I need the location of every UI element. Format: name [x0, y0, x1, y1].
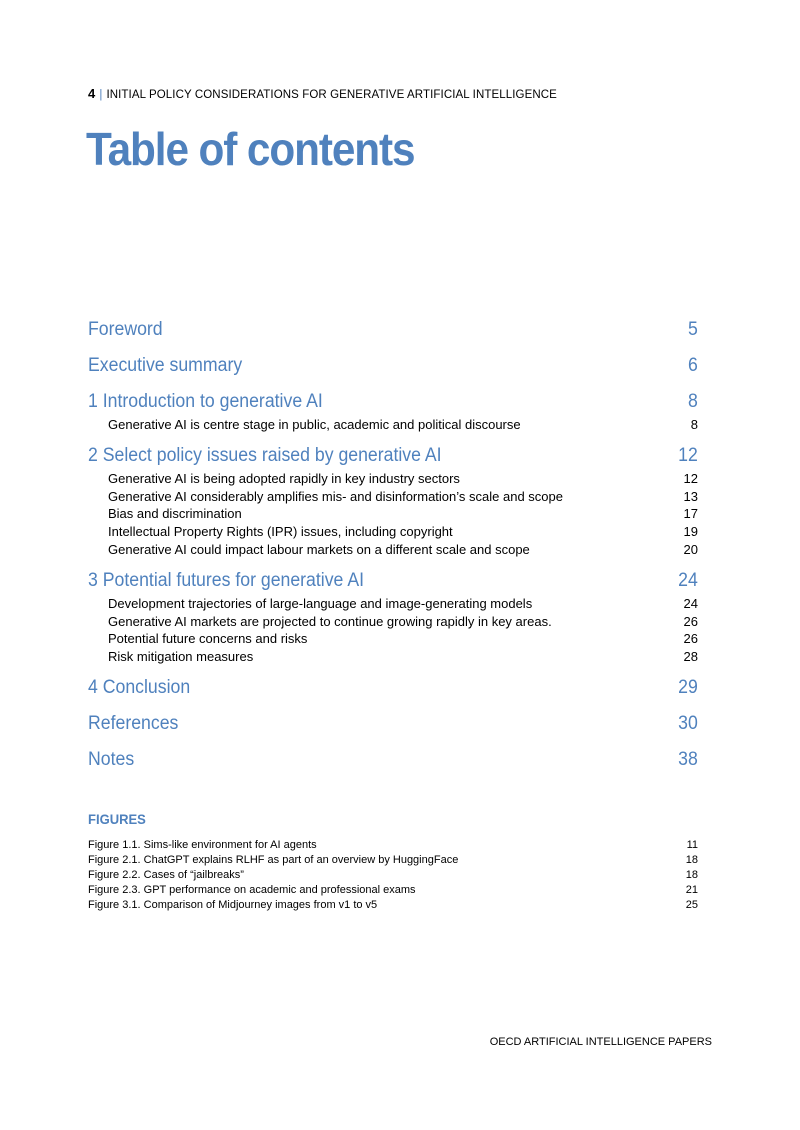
toc-section-page: 19: [683, 524, 698, 540]
toc-chapter-title: 2 Select policy issues raised by generative AI: [88, 444, 442, 466]
toc-chapter: [88, 567, 698, 666]
figure-page: 18: [685, 854, 698, 866]
toc-chapter-link[interactable]: [88, 710, 698, 738]
figure-title: Figure 2.3. GPT performance on academic and professional exams: [88, 884, 416, 896]
header-separator: |: [99, 89, 103, 101]
toc-chapter: [88, 746, 698, 774]
toc-section-link[interactable]: [88, 613, 698, 631]
toc-section-title: Generative AI is centre stage in public, academic and political discourse: [108, 417, 521, 432]
page-number: 4: [88, 86, 96, 101]
toc-chapter: [88, 442, 698, 559]
toc-section-title: Generative AI considerably amplifies mis- and disinformation’s scale and scope: [108, 488, 563, 504]
toc-chapter: [88, 674, 698, 702]
toc-chapter-page: 29: [678, 676, 698, 698]
toc-chapter-title: Executive summary: [88, 355, 243, 376]
toc-section-title: Generative AI markets are projected to continue growing rapidly in key areas.: [108, 613, 552, 629]
toc-chapter-title: Notes: [88, 748, 135, 770]
figures-heading: FIGURES: [88, 811, 146, 827]
toc-chapter-page: 38: [678, 748, 698, 770]
figure-title: Figure 2.1. ChatGPT explains RLHF as part of an overview by HuggingFace: [88, 854, 459, 866]
figure-list-item[interactable]: [88, 883, 698, 898]
toc-chapter-page: 30: [678, 712, 698, 734]
toc-chapter-link[interactable]: [88, 316, 698, 344]
toc-section-page: 20: [683, 541, 698, 557]
toc-chapter-title: 4 Conclusion: [88, 676, 191, 698]
toc-section-link[interactable]: [88, 523, 698, 541]
figure-page: 25: [685, 899, 698, 911]
toc-chapter: [88, 316, 698, 344]
toc-section-title: Potential future concerns and risks: [108, 631, 308, 647]
figure-page: 21: [685, 884, 698, 896]
figure-list-item[interactable]: [88, 898, 698, 913]
toc-chapter-link[interactable]: [88, 442, 698, 470]
toc-section-page: 26: [683, 631, 698, 647]
toc-chapter-link[interactable]: [88, 746, 698, 774]
toc-chapter-page: 6: [688, 355, 698, 376]
toc-section-page: 12: [683, 470, 698, 486]
toc-chapter-title: 3 Potential futures for generative AI: [88, 569, 365, 591]
toc-chapter-title: Foreword: [88, 319, 163, 340]
toc-section-link[interactable]: [88, 488, 698, 506]
figure-list-item[interactable]: [88, 853, 698, 868]
toc-chapter-title: 1 Introduction to generative AI: [88, 391, 323, 412]
toc-chapter: [88, 388, 698, 434]
toc-chapter-page: 24: [678, 569, 698, 591]
page-title: Table of contents: [86, 123, 415, 175]
toc-section-link[interactable]: [88, 505, 698, 523]
figure-title: Figure 1.1. Sims-like environment for AI agents: [88, 839, 317, 851]
toc-section-page: 26: [683, 613, 698, 629]
figure-list-item[interactable]: [88, 868, 698, 883]
toc-chapter-link[interactable]: [88, 674, 698, 702]
toc-section-title: Generative AI could impact labour markets on a different scale and scope: [108, 541, 530, 557]
toc-chapter-link[interactable]: [88, 388, 698, 416]
toc-chapter: [88, 352, 698, 380]
toc-section-link[interactable]: [88, 470, 698, 488]
figure-title: Figure 3.1. Comparison of Midjourney images from v1 to v5: [88, 899, 378, 911]
running-header: [88, 86, 557, 101]
toc-section-link[interactable]: [88, 416, 698, 434]
running-footer: OECD ARTIFICIAL INTELLIGENCE PAPERS: [489, 1036, 712, 1048]
toc-section-link[interactable]: [88, 648, 698, 666]
toc-chapter-title: References: [88, 712, 179, 734]
toc-chapter-link[interactable]: [88, 567, 698, 595]
toc-chapter-page: 12: [678, 444, 698, 466]
toc-chapter-link[interactable]: [88, 352, 698, 380]
toc-section-link[interactable]: [88, 595, 698, 613]
figure-list-item[interactable]: [88, 838, 698, 853]
figure-title: Figure 2.2. Cases of “jailbreaks”: [88, 869, 244, 881]
toc-section-page: 8: [690, 417, 698, 432]
toc-section-page: 28: [683, 649, 698, 665]
toc-section-link[interactable]: [88, 630, 698, 648]
toc-section-title: Intellectual Property Rights (IPR) issues, including copyright: [108, 524, 453, 540]
toc-section-title: Generative AI is being adopted rapidly in key industry sectors: [108, 470, 460, 486]
toc-section-page: 13: [683, 488, 698, 504]
toc-section-link[interactable]: [88, 541, 698, 559]
table-of-contents: [88, 316, 698, 782]
toc-section-title: Bias and discrimination: [108, 506, 242, 522]
figure-page: 11: [686, 839, 698, 851]
toc-section-title: Risk mitigation measures: [108, 649, 254, 665]
toc-chapter-page: 5: [688, 319, 698, 340]
toc-section-page: 24: [683, 595, 698, 611]
toc-section-page: 17: [683, 506, 698, 522]
toc-chapter-page: 8: [688, 391, 698, 412]
toc-chapter: [88, 710, 698, 738]
toc-section-title: Development trajectories of large-language and image-generating models: [108, 595, 533, 611]
running-title: INITIAL POLICY CONSIDERATIONS FOR GENERATIVE ARTIFICIAL INTELLIGENCE: [106, 89, 557, 101]
figures-list: [88, 838, 698, 913]
figure-page: 18: [685, 869, 698, 881]
